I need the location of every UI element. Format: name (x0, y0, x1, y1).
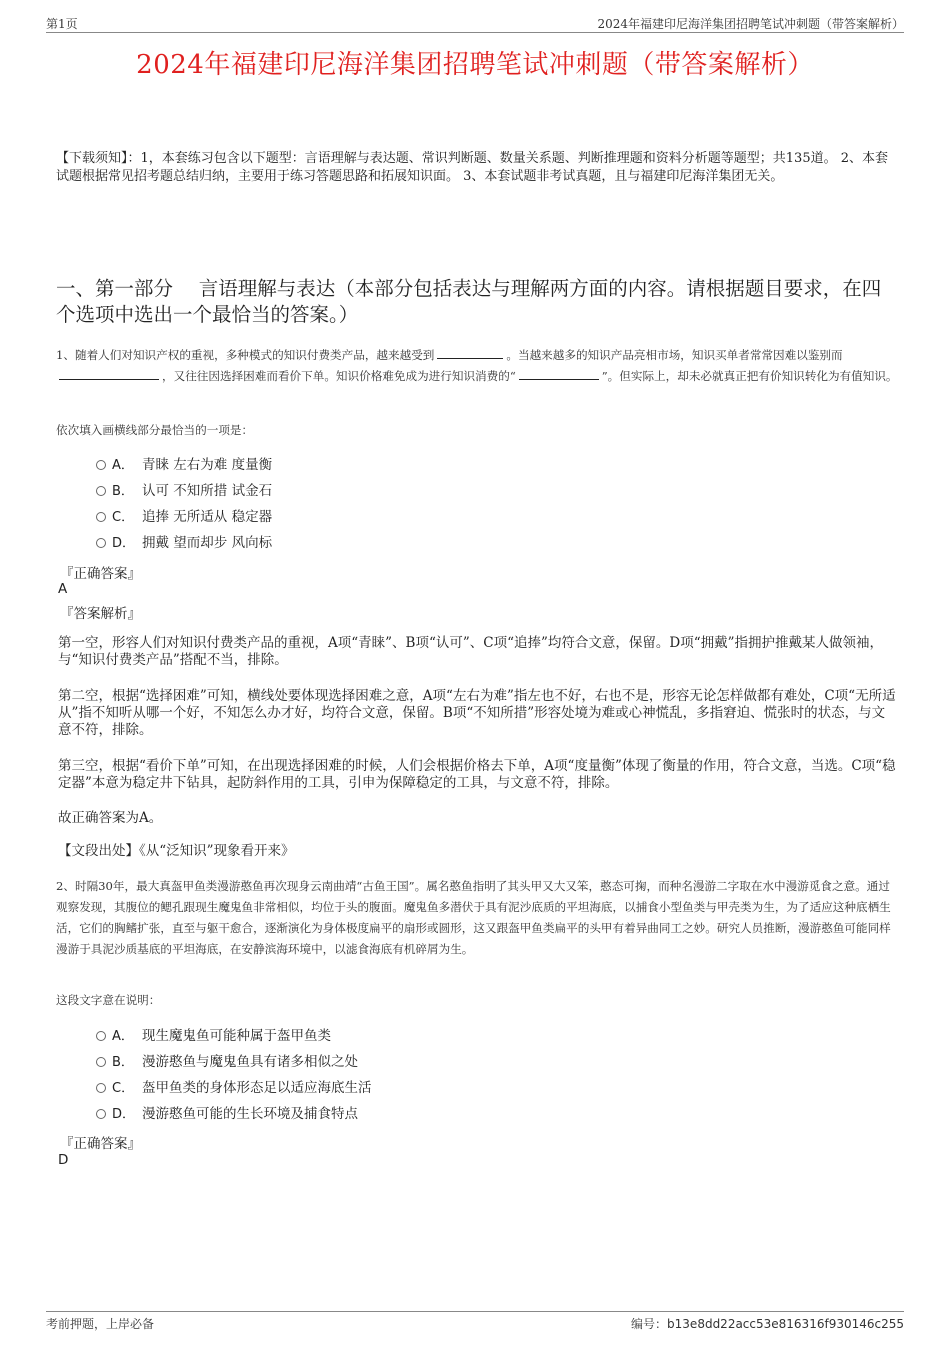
question-2-prompt: 这段文字意在说明： (56, 993, 161, 1007)
page-number: 第1页 (46, 17, 78, 31)
q1-option-c[interactable]: C． 追捧 无所适从 稳定器 (96, 504, 272, 530)
q1-source: 【文段出处】《从“泛知识”现象看开来》 (58, 843, 295, 859)
q1-analysis-para-2: 第二空，根据“选择困难”可知，横线处要体现选择困难之意，A项“左右为难”指左也不好，右也不是，形容无论怎样做都有难处，C项“无所适从”指不知听从哪一个好，不知怎么办才好，均符合文意，保留。B项“不知所措”形容处境为难或心神慌乱，多指窘迫、慌张时的状态，与文意不符，排除。 (58, 688, 896, 738)
q2-option-b[interactable]: B． 漫游憨鱼与魔鬼鱼具有诸多相似之处 (96, 1049, 372, 1075)
q1-blank-3 (519, 367, 599, 380)
q2-option-d[interactable]: D． 漫游憨鱼可能的生长环境及捕食特点 (96, 1101, 372, 1127)
question-1-prompt: 依次填入画横线部分最恰当的一项是： (56, 423, 254, 437)
page-header (46, 14, 904, 33)
section-title: 一、第一部分 言语理解与表达（本部分包括表达与理解两方面的内容。请根据题目要求，在四个选项中选出一个最恰当的答案。） (56, 277, 882, 326)
q1-option-d[interactable]: D． 拥戴 望而却步 风向标 (96, 530, 272, 556)
radio-icon[interactable] (96, 1083, 106, 1093)
q1-blank-1 (437, 346, 503, 359)
radio-icon[interactable] (96, 1031, 106, 1041)
q1-analysis-para-1: 第一空，形容人们对知识付费类产品的重视，A项“青睐”、B项“认可”、C项“追捧”均符合文意，保留。D项“拥戴”指拥护推戴某人做领袖，与“知识付费类产品”搭配不当，排除。 (58, 635, 884, 668)
q1-analysis-label: 『答案解析』 (60, 606, 141, 622)
radio-icon[interactable] (96, 460, 106, 470)
q1-analysis-para-3: 第三空，根据“看价下单”可知，在出现选择困难的时候，人们会根据价格去下单，A项“度量衡”体现了衡量的作用，符合文意，当选。C项“稳定器”本意为稳定井下钻具，起防斜作用的工具，引申为保障稳定的工具，与文意不符，排除。 (58, 758, 896, 791)
question-2-options (96, 1023, 372, 1127)
q1-text-b: 。当越来越多的知识产品亮相市场，知识买单者常常因难以鉴别而 (506, 348, 843, 362)
download-notice: 【下载须知】：1，本套练习包含以下题型：言语理解与表达题、常识判断题、数量关系题、判断推理题和资料分析题等题型；共135道。 2、本套试题根据常见招考题总结归纳，主要用于练习答题思路和拓展知识面。 3、本套试题非考试真题，且与福建印尼海洋集团无关。 (56, 151, 888, 184)
q1-blank-2 (59, 367, 159, 380)
q1-text-a: 1、随着人们对知识产权的重视，多种模式的知识付费类产品，越来越受到 (56, 348, 435, 362)
radio-icon[interactable] (96, 486, 106, 496)
question-1-options (96, 452, 272, 556)
q1-option-b[interactable]: B． 认可 不知所措 试金石 (96, 478, 272, 504)
q2-option-a[interactable]: A． 现生魔鬼鱼可能种属于盔甲鱼类 (96, 1023, 372, 1049)
radio-icon[interactable] (96, 1057, 106, 1067)
radio-icon[interactable] (96, 538, 106, 548)
q2-answer-label: 『正确答案』 (60, 1136, 141, 1152)
header-doc-title: 2024年福建印尼海洋集团招聘笔试冲刺题（带答案解析） (597, 17, 904, 31)
radio-icon[interactable] (96, 512, 106, 522)
q1-option-a[interactable]: A． 青睐 左右为难 度量衡 (96, 452, 272, 478)
q1-answer: A (58, 581, 68, 597)
document-title: 2024年福建印尼海洋集团招聘笔试冲刺题（带答案解析） (136, 50, 814, 80)
footer-slogan: 考前押题，上岸必备 (46, 1317, 155, 1331)
q1-answer-label: 『正确答案』 (60, 566, 141, 582)
footer-code-value: b13e8dd22acc53e816316f930146c255 (667, 1317, 904, 1331)
radio-icon[interactable] (96, 1109, 106, 1119)
q1-analysis-conclusion: 故正确答案为A。 (58, 810, 163, 826)
q1-text-d: ”。但实际上，却未必就真正把有价知识转化为有值知识。 (601, 369, 898, 383)
q2-option-c[interactable]: C． 盔甲鱼类的身体形态足以适应海底生活 (96, 1075, 372, 1101)
question-1-stem (56, 345, 898, 387)
footer-code (631, 1315, 904, 1332)
q1-text-c: ，又往往因选择困难而看价下单。知识价格难免成为进行知识消费的“ (162, 369, 516, 383)
question-2-stem: 2、时隔30年，最大真盔甲鱼类漫游憨鱼再次现身云南曲靖“古鱼王国”。属名憨鱼指明了其头甲又大又笨，憨态可掬，而种名漫游二字取在水中漫游觅食之意。通过观察发现，其腹位的鳃孔跟现生魔鬼鱼非常相似，均位于头的腹面。魔鬼鱼多潜伏于具有泥沙底质的平坦海底，以捕食小型鱼类与甲壳类为生，为了适应这种底栖生活，它们的胸鳍扩张，直至与躯干愈合，逐渐演化为身体极度扁平的扇形或圆形，这又跟盔甲鱼类扁平的头甲有着异曲同工之妙。研究人员推断，漫游憨鱼可能同样漫游于具泥沙质基底的平坦海底，在安静滨海环境中，以滤食海底有机碎屑为生。 (56, 879, 891, 956)
page-footer (46, 1311, 904, 1332)
footer-code-label: 编号： (631, 1317, 668, 1331)
q2-answer: D (58, 1152, 69, 1168)
